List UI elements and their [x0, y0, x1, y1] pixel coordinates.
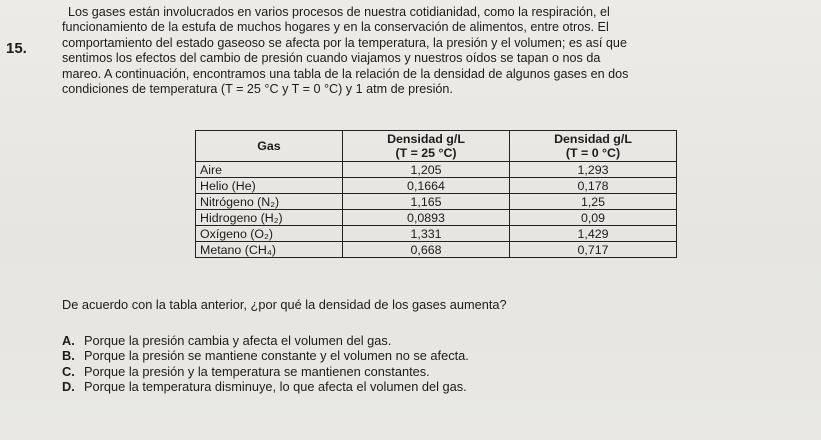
gas-name-cell: Nitrógeno (N₂) — [196, 194, 343, 210]
header-density-25 — [343, 131, 510, 162]
table-row — [196, 162, 677, 178]
table-row — [196, 194, 677, 210]
option-d[interactable] — [62, 379, 469, 394]
density-0-cell: 1,25 — [510, 194, 677, 210]
density-0-cell: 0,09 — [510, 210, 677, 226]
density-25-cell: 1,205 — [343, 162, 510, 178]
gas-name-cell: Helio (He) — [196, 178, 343, 194]
table-row — [196, 242, 677, 258]
header-density-25-line2: (T = 25 °C) — [395, 146, 457, 160]
density-25-cell: 0,1664 — [343, 178, 510, 194]
header-density-25-line1: Densidad g/L — [387, 132, 465, 146]
density-25-cell: 1,331 — [343, 226, 510, 242]
option-b[interactable] — [62, 348, 469, 363]
density-table — [195, 130, 677, 258]
density-0-cell: 0,178 — [510, 178, 677, 194]
intro-paragraph — [62, 5, 807, 97]
intro-line: Los gases están involucrados en varios procesos de nuestra cotidianidad, como la respiración, el — [68, 5, 610, 19]
question-number: 15. — [6, 40, 27, 57]
option-text: Porque la temperatura disminuye, lo que afecta el volumen del gas. — [84, 379, 467, 395]
header-gas: Gas — [196, 131, 343, 162]
option-letter: A. — [62, 333, 75, 348]
option-text: Porque la presión y la temperatura se mantienen constantes. — [84, 363, 430, 379]
gas-name-cell: Aire — [196, 162, 343, 178]
density-25-cell: 0,668 — [343, 242, 510, 258]
density-25-cell: 1,165 — [343, 194, 510, 210]
density-0-cell: 1,429 — [510, 226, 677, 242]
density-0-cell: 1,293 — [510, 162, 677, 178]
density-25-cell: 0,0893 — [343, 210, 510, 226]
intro-line: condiciones de temperatura (T = 25 °C y T = 0 °C) y 1 atm de presión. — [62, 82, 453, 97]
header-density-0-line1: Densidad g/L — [554, 132, 632, 146]
intro-line: funcionamiento de la estufa de muchos hogares y en la conservación de alimentos, entre otros. El — [62, 20, 609, 35]
intro-line: comportamiento del estado gaseoso se afecta por la temperatura, la presión y el volumen; es así que — [62, 35, 627, 50]
answer-options — [62, 333, 469, 395]
option-letter: B. — [62, 348, 75, 364]
gas-name-cell: Hidrogeno (H₂) — [196, 210, 343, 226]
table-row — [196, 178, 677, 194]
option-letter: D. — [62, 379, 75, 395]
option-text: Porque la presión cambia y afecta el volumen del gas. — [84, 333, 392, 348]
option-a[interactable] — [62, 333, 469, 348]
density-0-cell: 0,717 — [510, 242, 677, 258]
intro-line: sentimos los efectos del cambio de presión cuando viajamos y nuestros oídos se tapan o nos da — [62, 51, 601, 66]
table-row — [196, 210, 677, 226]
gas-name-cell: Oxígeno (O₂) — [196, 226, 343, 242]
option-c[interactable] — [62, 364, 469, 379]
table-header-row — [196, 131, 677, 162]
option-text: Porque la presión se mantiene constante y el volumen no se afecta. — [84, 348, 469, 364]
question-prompt: De acuerdo con la tabla anterior, ¿por qué la densidad de los gases aumenta? — [62, 297, 507, 312]
table-row — [196, 226, 677, 242]
intro-line: mareo. A continuación, encontramos una tabla de la relación de la densidad de algunos gases en dos — [62, 66, 629, 81]
option-letter: C. — [62, 363, 75, 379]
header-density-0-line2: (T = 0 °C) — [565, 146, 621, 160]
gas-name-cell: Metano (CH₄) — [196, 242, 343, 258]
header-density-0 — [510, 131, 677, 162]
